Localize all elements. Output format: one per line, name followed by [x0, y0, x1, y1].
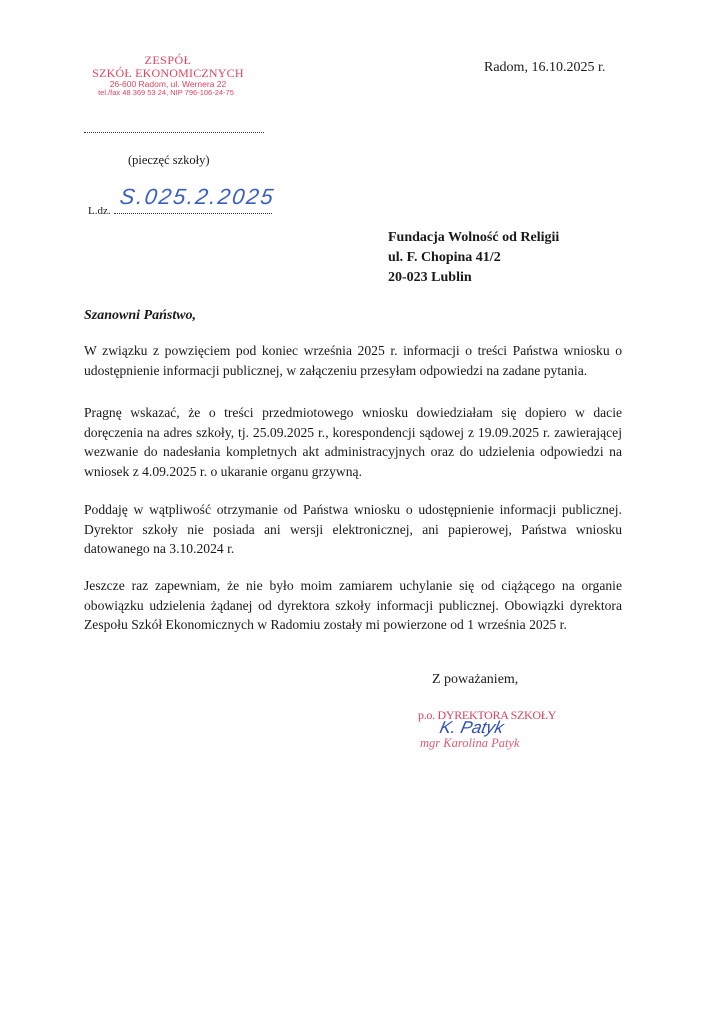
closing: Z poważaniem, [432, 672, 519, 687]
paragraph-4: Jeszcze raz zapewniam, że nie było moim zamiarem uchylanie się od ciążącego na organie obowiązku udzielenia żądanej od dyrektora szkoły informacji publicznej. Obowiązki dyrektora Zespołu Szkół Ekonomicznych w Radomiu zostały mi powierzone od 1 września 2025 r. [84, 578, 622, 632]
stamp-line-2: SZKÓŁ EKONOMICZNYCH [92, 65, 244, 80]
stamp-line-1: ZESPÓŁ [144, 53, 192, 67]
paragraph-1: W związku z powzięciem pod koniec września 2025 r. informacji o treści Państwa wniosku o udostępnienie informacji publicznej, w załączeniu przesyłam odpowiedzi na zadane pytania. [84, 343, 622, 378]
reference-label: L.dz. [88, 205, 111, 217]
recipient-street: ul. F. Chopina 41/2 [388, 250, 501, 265]
reference-number-handwritten: S.025.2.2025 [118, 184, 277, 209]
paragraph-2: Pragnę wskazać, że o treści przedmiotowego wniosku dowiedziałam się dopiero w dacie doręczenia na adres szkoły, tj. 25.09.2025 r., korespondencji sądowej z 19.09.2025 r. zawierającej wezwanie do nadesłania kompletnych akt administracyjnych oraz do udzielenia odpowiedzi na wniosek z 4.09.2025 r. o ukaranie organu grzywną. [84, 405, 622, 479]
stamp-line-4: tel./fax 48 369 53 24, NIP 796-106-24-75 [98, 88, 234, 98]
school-stamp [78, 54, 258, 97]
handwritten-signature: K. Patyk [438, 718, 506, 737]
recipient-address [388, 228, 559, 288]
recipient-name: Fundacja Wolność od Religii [388, 230, 560, 245]
salutation: Szanowni Państwo, [84, 308, 197, 323]
paragraph-3: Poddaję w wątpliwość otrzymanie od Państwa wniosku o udostępnienie informacji publicznej. Dyrektor szkoły nie posiada ani wersji elektronicznej, ani papierowej, Państwa wniosku datowanego na 3.10.2024 r. [84, 502, 622, 556]
stamp-line-3: 26-600 Radom, ul. Wernera 22 [109, 79, 227, 90]
letter-date: Radom, 16.10.2025 r. [484, 60, 606, 75]
signature-title-stamp: p.o. DYREKTORA SZKOŁY [418, 708, 557, 722]
stamp-dotted-line [84, 124, 264, 133]
signature-name-stamp: mgr Karolina Patyk [420, 736, 520, 750]
stamp-label: (pieczęć szkoły) [128, 153, 210, 167]
recipient-city: 20-023 Lublin [388, 270, 472, 285]
